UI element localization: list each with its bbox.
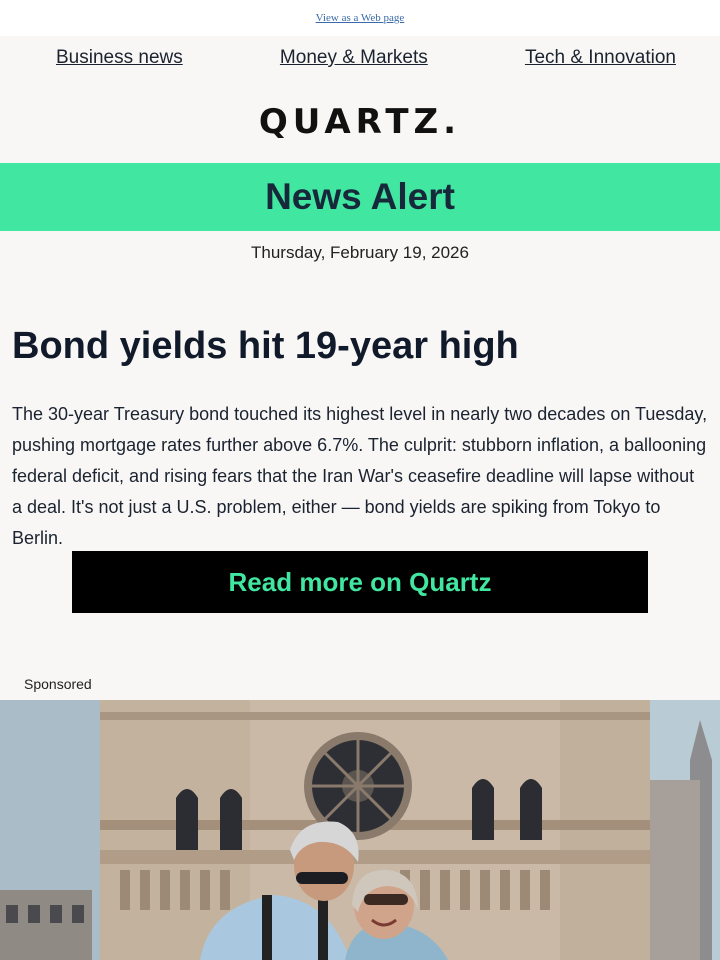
read-more-button[interactable] (72, 551, 648, 613)
sponsored-label: Sponsored (24, 676, 92, 692)
cathedral-couple-photo (0, 700, 720, 960)
read-more-label: Read more on Quartz (228, 566, 492, 597)
nav-bar (0, 36, 720, 80)
quartz-logo[interactable]: QUARTZ. (258, 101, 462, 142)
issue-date: Thursday, February 19, 2026 (251, 243, 469, 262)
top-bar (0, 0, 720, 36)
news-alert-banner (0, 163, 720, 231)
view-as-web-page-link[interactable]: View as a Web page (315, 12, 405, 24)
nav-business-news[interactable]: Business news (56, 47, 183, 68)
article-body: The 30-year Treasury bond touched its highest level in nearly two decades on Tuesday, pushing mortgage rates further above 6.7%. The culprit: stubborn inflation, a ballooning federal deficit, and rising fears that the Iran War's ceasefire deadline will lapse without a deal. It's not just a U.S. problem, either — bond yields are spiking from Tokyo to Berlin. (12, 404, 708, 548)
news-alert-label: News Alert (265, 176, 455, 217)
nav-tech-innovation[interactable]: Tech & Innovation (524, 47, 676, 68)
sponsored-image[interactable] (0, 700, 720, 960)
nav-money-markets[interactable]: Money & Markets (279, 47, 428, 68)
logo-container (0, 80, 720, 163)
article-headline: Bond yields hit 19-year high (12, 325, 519, 367)
